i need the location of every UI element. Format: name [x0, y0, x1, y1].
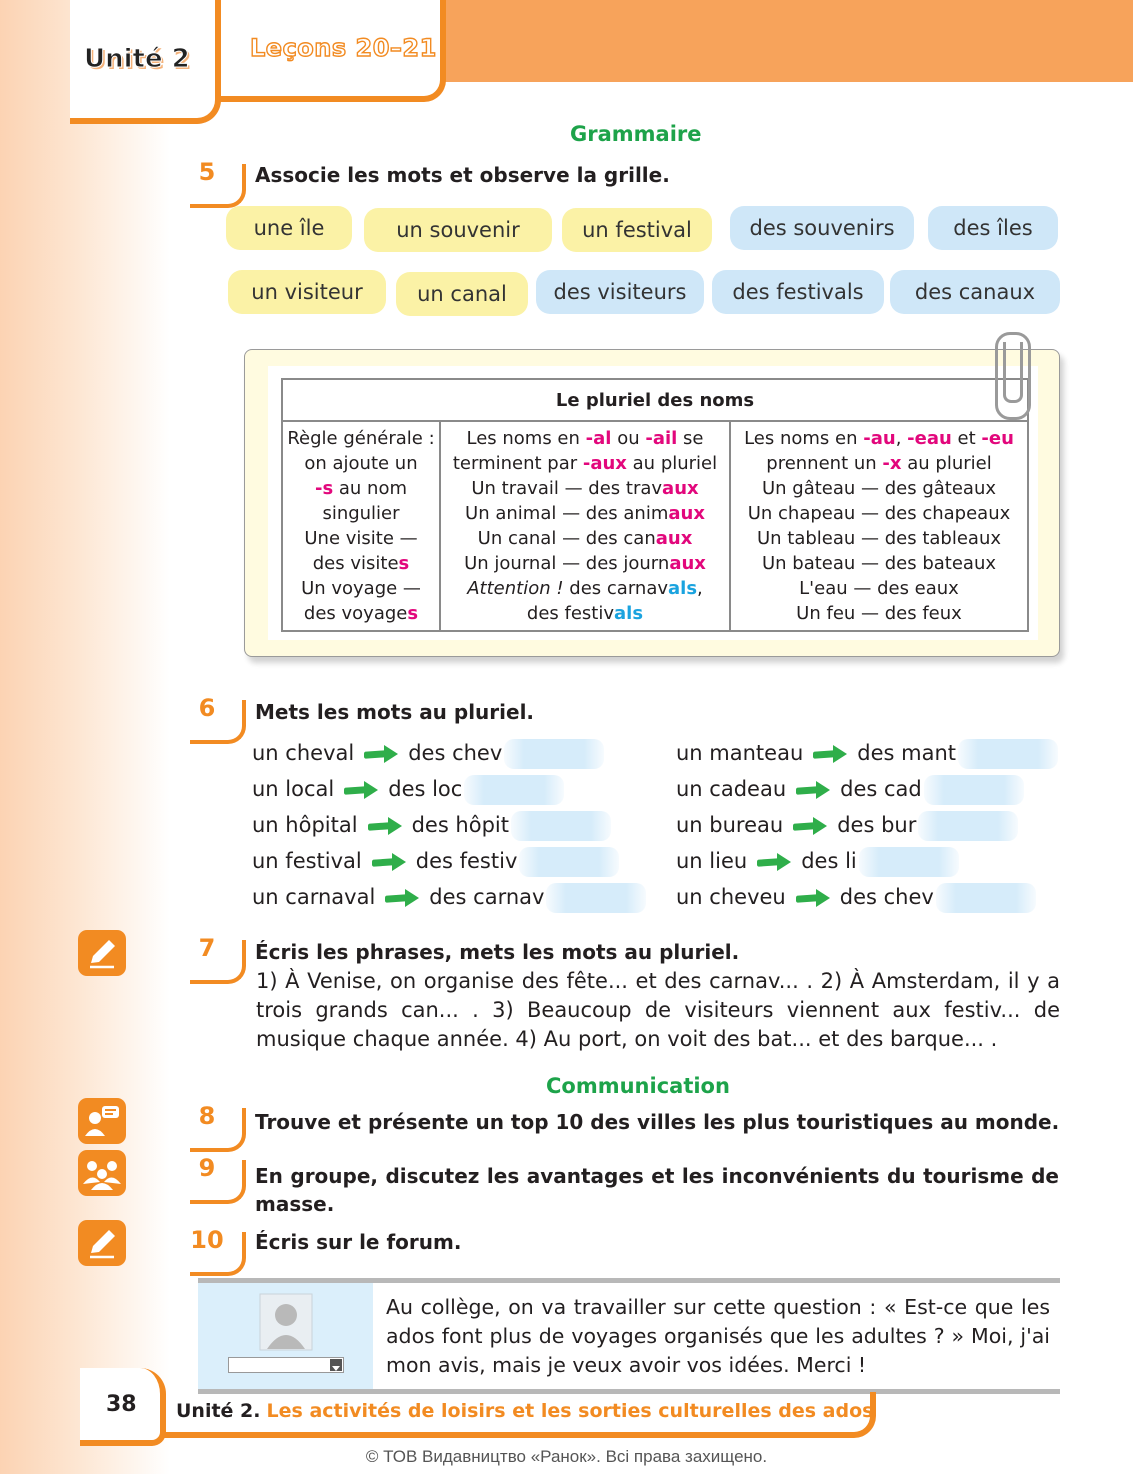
word-chip[interactable]: des visiteurs [536, 270, 704, 314]
forum-user-panel [198, 1283, 373, 1389]
answer-blank[interactable] [546, 883, 646, 913]
pencil-icon [78, 930, 126, 976]
word-chip[interactable]: un canal [396, 272, 528, 316]
speech-person-icon [78, 1098, 126, 1144]
table-title: Le pluriel des noms [282, 379, 1028, 421]
arrow-icon [372, 855, 406, 869]
plural-item: un local des loc [252, 774, 564, 804]
paperclip-inner [1003, 342, 1023, 403]
forum-post [198, 1278, 1060, 1394]
plural-item: un bureau des bur [676, 810, 1018, 840]
dropdown-icon [330, 1359, 342, 1371]
arrow-icon [385, 891, 419, 905]
plural-item: un cadeau des cad [676, 774, 1024, 804]
answer-blank[interactable] [958, 739, 1058, 769]
word-chip[interactable]: un festival [562, 208, 712, 252]
exercise-title: En groupe, discutez les avantages et les inconvénients du tourisme de masse. [255, 1164, 1059, 1216]
pencil-icon [78, 1220, 126, 1266]
answer-blank[interactable] [936, 883, 1036, 913]
plural-item: un manteau des mant [676, 738, 1058, 768]
word-chip[interactable]: des festivals [712, 270, 884, 314]
unit-label: Unité 2 [84, 44, 190, 74]
plural-item: un festival des festiv [252, 846, 619, 876]
arrow-icon [813, 747, 847, 761]
arrow-icon [793, 819, 827, 833]
exercise-title: Associe les mots et observe la grille. [255, 163, 670, 187]
section-communication: Communication [546, 1074, 730, 1098]
arrow-icon [757, 855, 791, 869]
word-chip[interactable]: des îles [928, 206, 1058, 250]
answer-blank[interactable] [511, 811, 611, 841]
top-band [415, 0, 1133, 82]
exercise-title: Écris les phrases, mets les mots au pluriel. [255, 940, 740, 964]
plural-item: un carnaval des carnav [252, 882, 646, 912]
arrow-icon [796, 891, 830, 905]
arrow-icon [796, 783, 830, 797]
answer-blank[interactable] [504, 739, 604, 769]
plural-item: un cheveu des chev [676, 882, 1036, 912]
answer-blank[interactable] [859, 847, 959, 877]
rule-au-eau-eu: Les noms en -au, -eau et -eu prennent un -x au pluriel Un gâteau — des gâteaux Un chapeau — des chapeaux Un tableau — des tableaux Un bateau — des bateaux L'eau — des eaux Un feu — des feux [730, 421, 1028, 631]
plural-rules-table [281, 378, 1029, 632]
lessons-label: Leçons 20–21 [250, 34, 437, 62]
page-number: 38 [106, 1392, 137, 1417]
exercise-title: Écris sur le forum. [255, 1230, 462, 1254]
plural-item: un lieu des li [676, 846, 959, 876]
arrow-icon [368, 819, 402, 833]
exercise-number: 9 [184, 1154, 230, 1198]
avatar-icon [259, 1293, 313, 1351]
exercise-text: 1) À Venise, on organise des fête... et des carnav... . 2) À Amsterdam, il y a trois grands can... . 3) Beaucoup de visiteurs viennent aux festiv... de musique chaque année. 4) Au port, on voit des bat... et des barque... . [256, 969, 1060, 1051]
section-grammar: Grammaire [570, 122, 702, 146]
word-chip[interactable]: des canaux [890, 270, 1060, 314]
word-chip[interactable]: une île [226, 206, 352, 250]
exercise-number: 7 [184, 934, 230, 978]
exercise-title: Trouve et présente un top 10 des villes les plus touristiques au monde. [255, 1110, 1060, 1134]
copyright: © ТОВ Видавництво «Ранок». Всі права захищено. [365, 1447, 768, 1466]
word-chip[interactable]: un souvenir [364, 208, 552, 252]
word-chip[interactable]: des souvenirs [730, 206, 914, 250]
exercise-title: Mets les mots au pluriel. [255, 700, 535, 724]
plural-item: un cheval des chev [252, 738, 604, 768]
rule-general: Règle générale : on ajoute un -s au nom singulier Une visite — des visites Un voyage — des voyages [282, 421, 440, 631]
answer-blank[interactable] [464, 775, 564, 805]
exercise-number: 5 [184, 158, 230, 202]
exercise-number: 6 [184, 694, 230, 738]
arrow-icon [344, 783, 378, 797]
dropdown-select[interactable] [228, 1357, 344, 1373]
exercise-number: 8 [184, 1102, 230, 1146]
forum-message: Au collège, on va travailler sur cette question : « Est-ce que les ados font plus de voyages organisés que les adultes ? » Moi, j'ai mon avis, mais je veux avoir vos idées. Merci ! [386, 1295, 1050, 1377]
plural-item: un hôpital des hôpit [252, 810, 611, 840]
rule-al-ail: Les noms en -al ou -ail se terminent par -aux au pluriel Un travail — des travaux Un animal — des animaux Un canal — des canaux Un journal — des journaux Attention ! des carnavals, des festivals [440, 421, 730, 631]
footer-title: Unité 2. Les activités de loisirs et les sorties culturelles des ados [176, 1400, 874, 1422]
answer-blank[interactable] [519, 847, 619, 877]
exercise-number: 10 [184, 1226, 230, 1270]
answer-blank[interactable] [918, 811, 1018, 841]
answer-blank[interactable] [924, 775, 1024, 805]
group-icon [78, 1150, 126, 1196]
word-chip[interactable]: un visiteur [228, 270, 386, 314]
arrow-icon [364, 747, 398, 761]
